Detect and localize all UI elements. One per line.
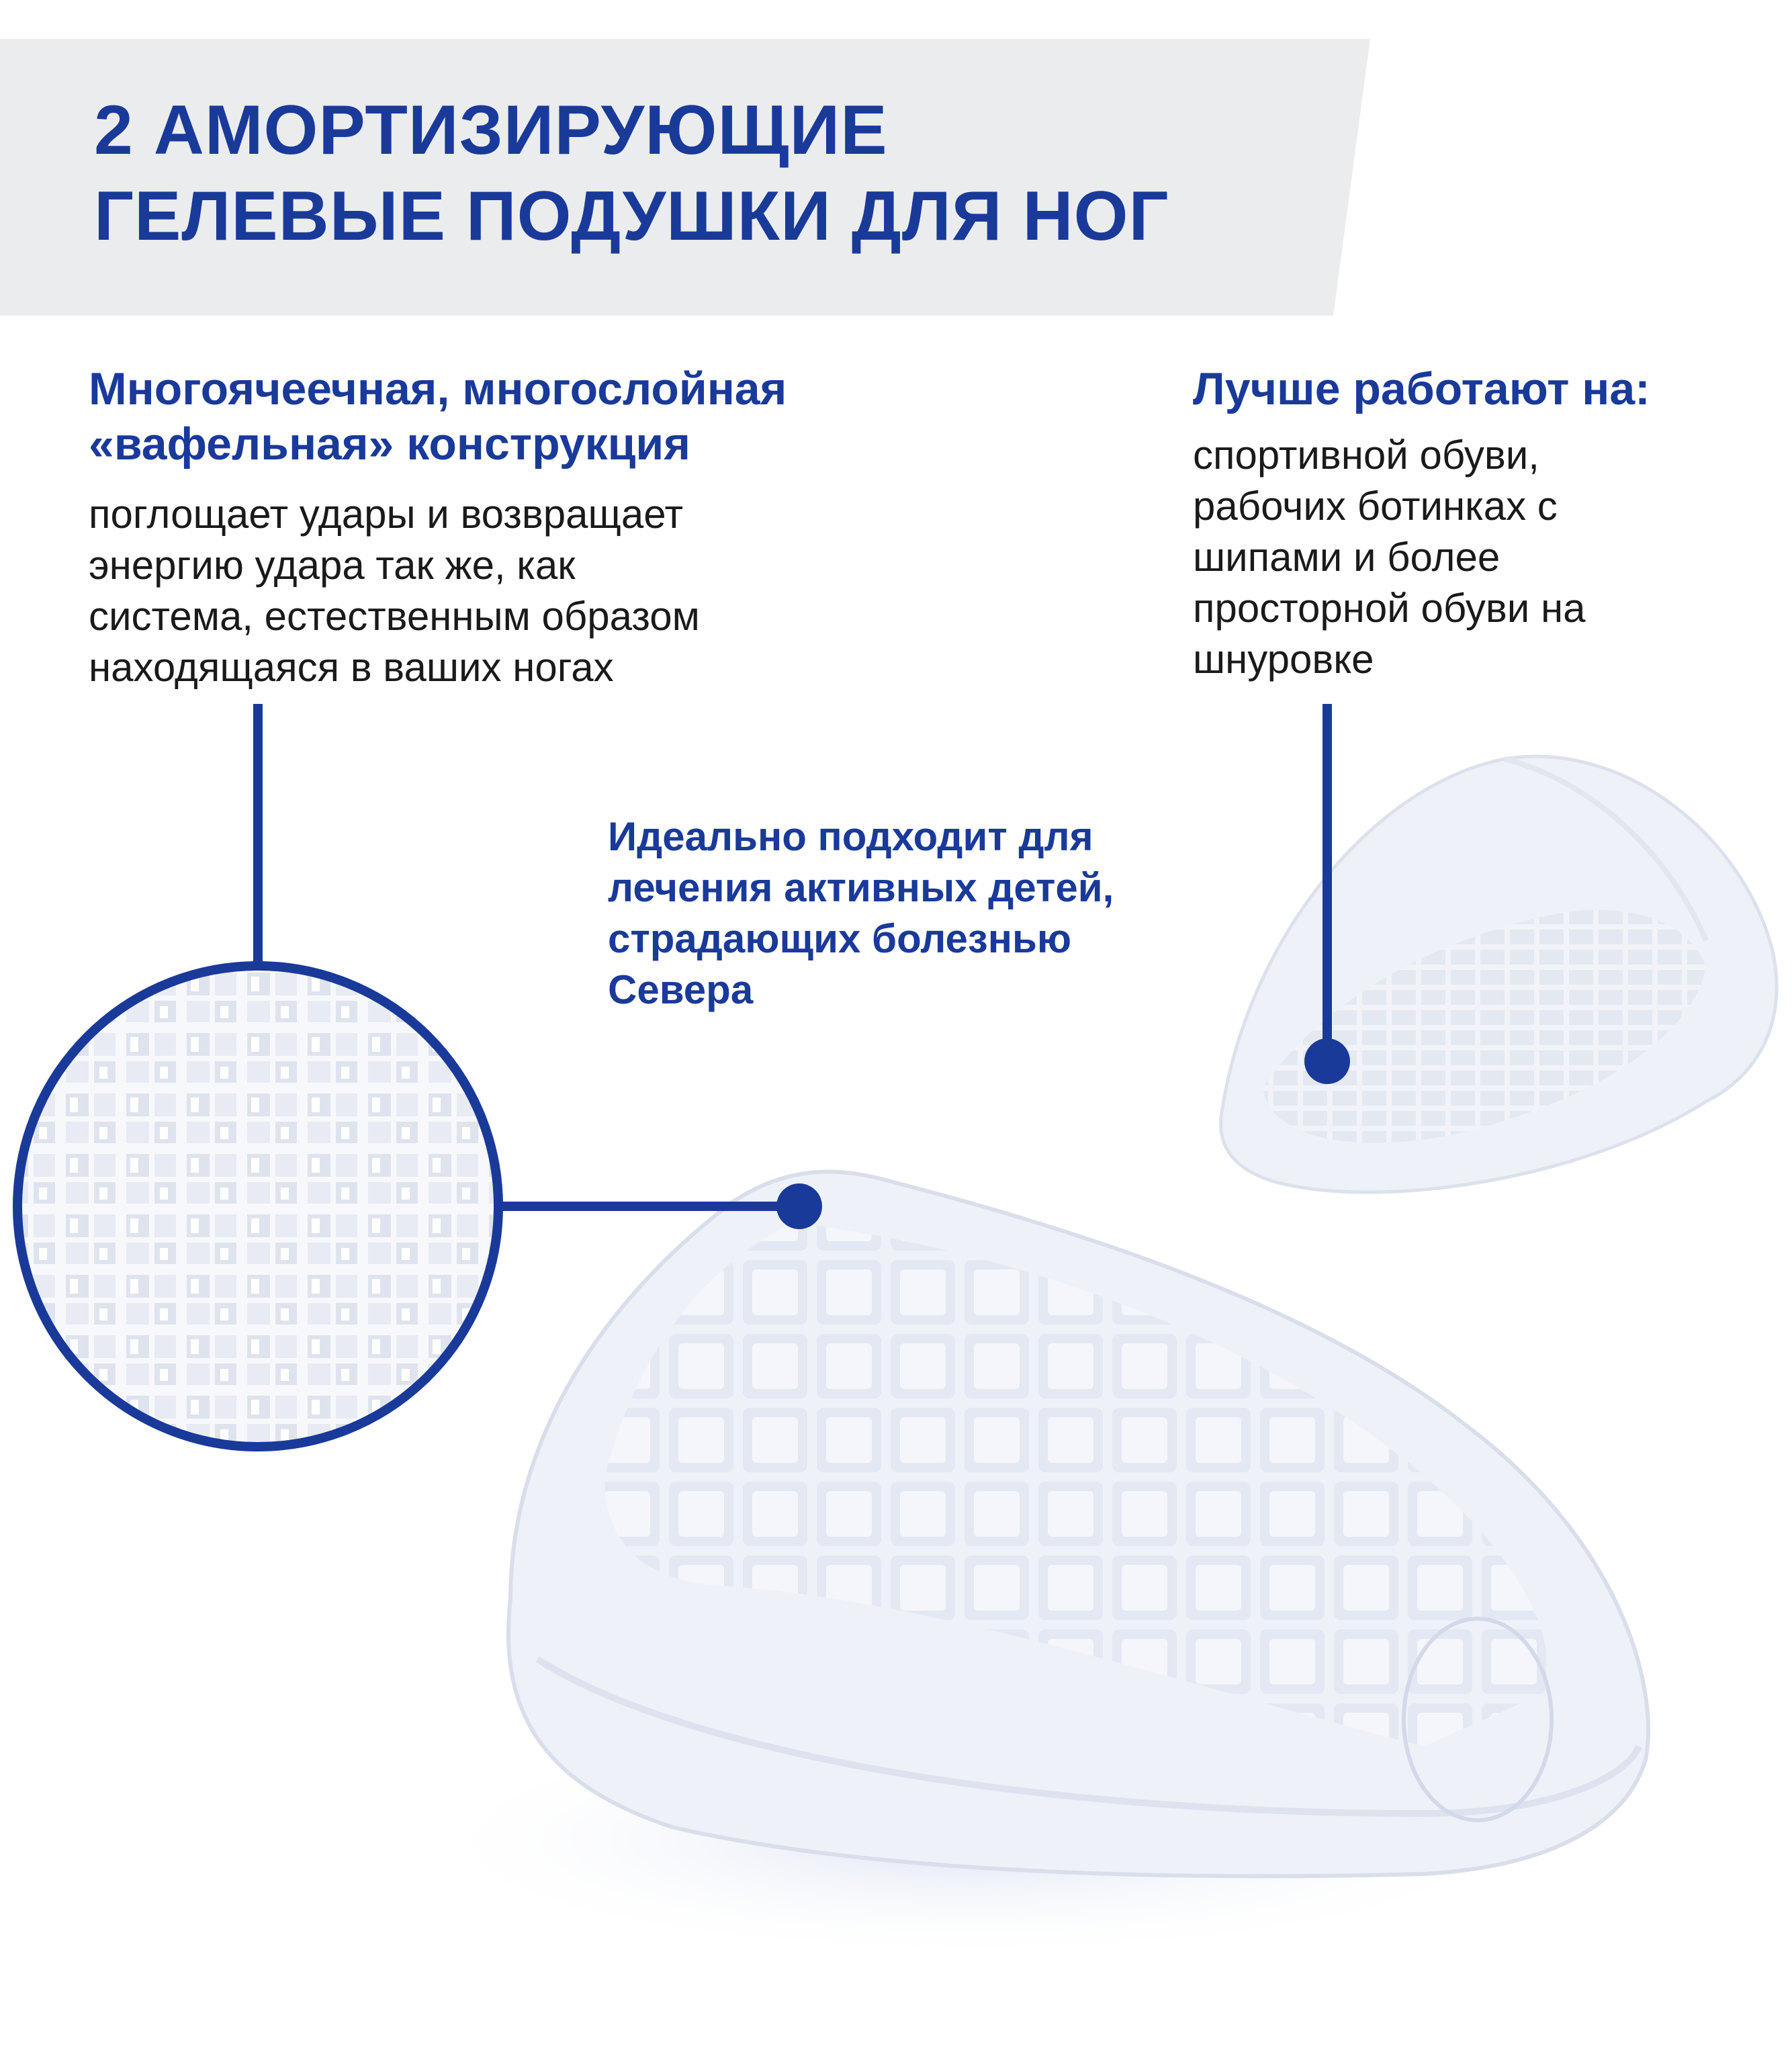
- right-callout-dot: [1304, 1038, 1350, 1084]
- right-feature-body: [1193, 430, 1585, 685]
- left-feature-heading: [89, 361, 787, 472]
- left-feature-body: [89, 489, 700, 693]
- left-feature-body-line-3: система, естественным образом: [89, 594, 700, 639]
- middle-note-line-2: лечения активных детей,: [608, 865, 1114, 910]
- middle-note: [608, 811, 1114, 1016]
- left-feature-body-line-1: поглощает удары и возвращает: [89, 492, 684, 537]
- page-title: [94, 87, 1169, 259]
- right-feature-body-line-2: рабочих ботинках с: [1193, 484, 1558, 529]
- left-feature-body-line-2: энергию удара так же, как: [89, 543, 576, 588]
- right-feature-body-line-3: шипами и более: [1193, 535, 1500, 580]
- right-feature-heading-text: Лучше работают на:: [1193, 363, 1650, 414]
- page-title-line-1: 2 АМОРТИЗИРУЮЩИЕ: [94, 91, 888, 169]
- left-feature-body-line-4: находящаяся в ваших ногах: [89, 645, 614, 690]
- right-feature-heading: [1193, 361, 1650, 416]
- large-gel-heel-cup-image: [403, 1172, 1648, 1961]
- middle-note-line-4: Севера: [608, 967, 754, 1012]
- zoom-callout-dot: [776, 1183, 822, 1229]
- right-feature-body-line-1: спортивной обуви,: [1193, 433, 1539, 478]
- right-feature-body-line-5: шнуровке: [1193, 637, 1374, 682]
- small-gel-heel-cup-image: [1221, 756, 1777, 1192]
- page-title-line-2: ГЕЛЕВЫЕ ПОДУШКИ ДЛЯ НОГ: [94, 177, 1169, 255]
- left-feature-heading-line-1: Многоячеечная, многослойная: [89, 363, 787, 414]
- waffle-structure-zoom-lens: [13, 960, 504, 1451]
- right-feature-body-line-4: просторной обуви на: [1193, 586, 1586, 631]
- middle-note-line-1: Идеально подходит для: [608, 814, 1093, 859]
- left-feature-heading-line-2: «вафельная» конструкция: [89, 418, 690, 469]
- middle-note-line-3: страдающих болезнью: [608, 916, 1072, 961]
